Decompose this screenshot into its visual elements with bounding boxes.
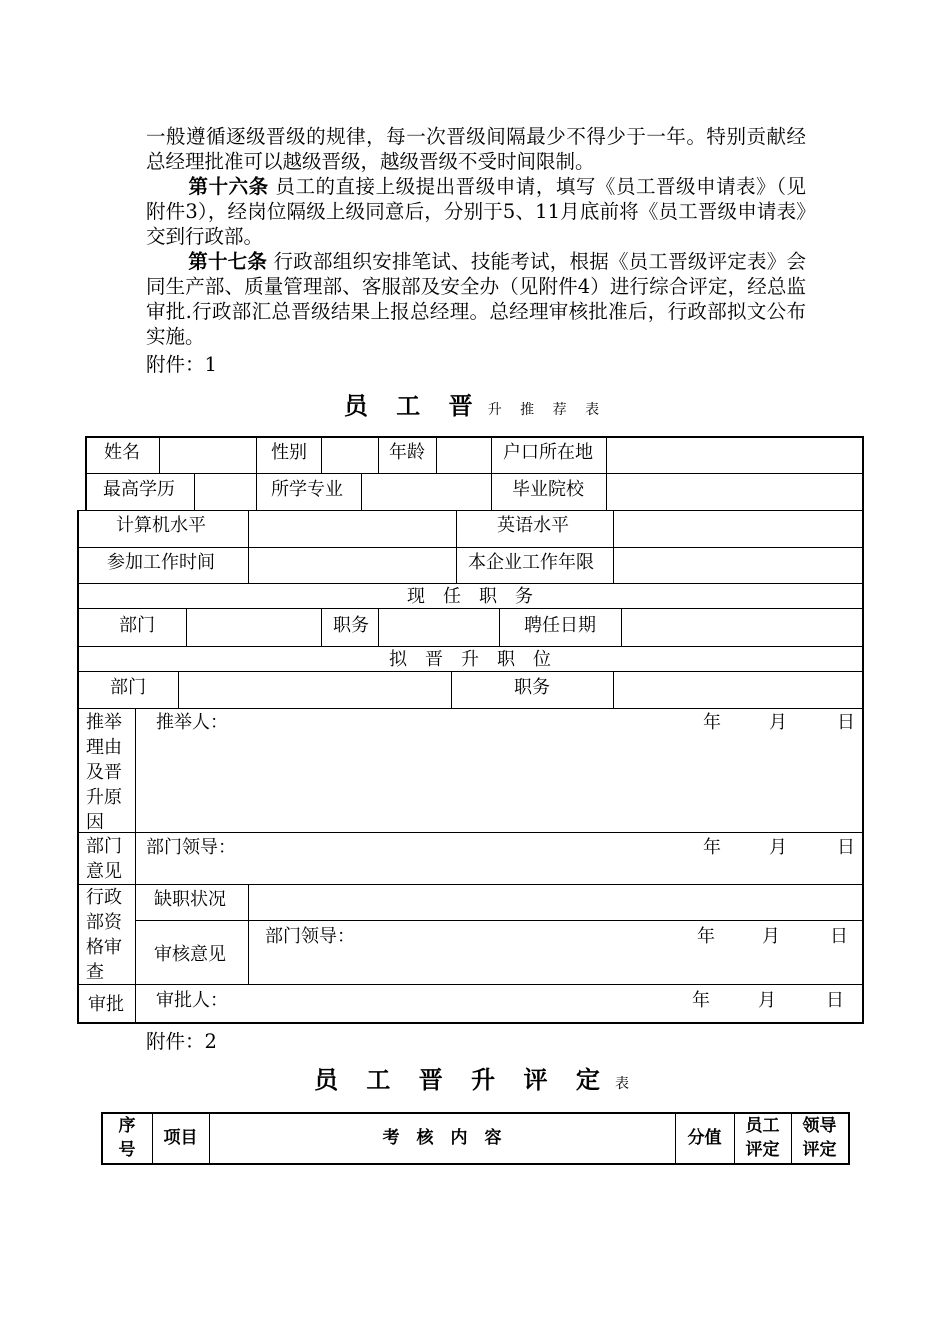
date-month-1: 月 [769, 712, 787, 733]
date-year-1: 年 [703, 712, 721, 733]
paragraph-article-17 [146, 249, 806, 349]
date-year-2: 年 [703, 837, 721, 858]
paragraph-1-text: 一般遵循逐级晋级的规律，每一次晋级间隔最少不得少于一年。特别贡献经总经理批准可以越级晋级，越级晋级不受时间限制。 [146, 125, 806, 173]
label-position-2: 职务 [514, 677, 550, 698]
date-day-3: 日 [830, 926, 848, 947]
annex-2-label: 附件：2 [146, 1030, 217, 1053]
header-seq: 序号 [118, 1116, 136, 1160]
label-english: 英语水平 [497, 515, 569, 536]
label-appoint-date: 聘任日期 [524, 615, 596, 636]
form1-title [0, 386, 950, 421]
header-item: 项目 [163, 1128, 198, 1148]
label-recommender: 推举人： [156, 712, 228, 733]
label-dept-leader: 部门领导： [146, 837, 236, 858]
date-year-4: 年 [692, 990, 710, 1011]
label-major: 所学专业 [271, 479, 343, 500]
article-17-text: 行政部组织安排笔试、技能考试，根据《员工晋级评定表》会同生产部、质量管理部、客服部及安全办（见附件4）进行综合评定，经总监审批.行政部汇总晋级结果上报总经理。总经理审核批准后，行政部拟文公布实施。 [146, 250, 806, 348]
date-year-3: 年 [697, 926, 715, 947]
paragraph-article-16 [146, 174, 806, 249]
label-company-years: 本企业工作年限 [468, 552, 594, 573]
date-day-2: 日 [837, 837, 855, 858]
label-vacancy: 缺职状况 [154, 889, 226, 910]
section-current-position: 现 任 职 务 [407, 586, 533, 607]
label-approval: 审批 [88, 994, 124, 1015]
header-score: 分值 [687, 1128, 722, 1148]
label-school: 毕业院校 [512, 479, 584, 500]
label-hukou: 户口所在地 [503, 442, 593, 463]
label-work-start: 参加工作时间 [107, 552, 215, 573]
label-position: 职务 [333, 615, 369, 636]
date-month-2: 月 [769, 837, 787, 858]
label-reason: 推举理由及晋升原因 [86, 712, 122, 833]
date-day-1: 日 [837, 712, 855, 733]
header-self-eval: 员工评定 [745, 1116, 780, 1160]
date-day-4: 日 [826, 990, 844, 1011]
form2-title-main: 员 工 晋 升 评 定 [314, 1066, 610, 1094]
annex-1-label: 附件：1 [146, 353, 217, 376]
label-name: 姓名 [104, 442, 140, 463]
label-review-opinion: 审核意见 [154, 944, 226, 965]
form1-title-suffix: 升 推 荐 表 [487, 402, 607, 418]
date-month-3: 月 [762, 926, 780, 947]
label-computer: 计算机水平 [116, 515, 206, 536]
label-education: 最高学历 [103, 479, 175, 500]
header-content: 考 核 内 容 [382, 1128, 502, 1148]
article-16-text: 员工的直接上级提出晋级申请，填写《员工晋级申请表》（见附件3），经岗位隔级上级同意后，分别于5、11月底前将《员工晋级申请表》交到行政部。 [146, 175, 806, 248]
label-gender: 性别 [271, 442, 307, 463]
header-leader-eval: 领导评定 [802, 1116, 837, 1160]
label-dept: 部门 [119, 615, 155, 636]
label-dept-2: 部门 [110, 677, 146, 698]
label-dept-leader-2: 部门领导： [265, 926, 355, 947]
form1-title-main: 员 工 晋 [343, 392, 483, 420]
label-approver: 审批人： [156, 990, 228, 1011]
article-16-heading: 第十六条 [188, 175, 269, 198]
form2-title [0, 1060, 950, 1095]
form2-title-suffix: 表 [614, 1076, 636, 1092]
section-proposed-position: 拟 晋 升 职 位 [389, 649, 551, 670]
date-month-4: 月 [758, 990, 776, 1011]
label-age: 年龄 [389, 442, 425, 463]
label-dept-opinion: 部门意见 [86, 836, 122, 882]
article-17-heading: 第十七条 [188, 250, 268, 273]
paragraph-1 [146, 124, 806, 174]
label-admin-review: 行政部资格审查 [86, 887, 122, 983]
